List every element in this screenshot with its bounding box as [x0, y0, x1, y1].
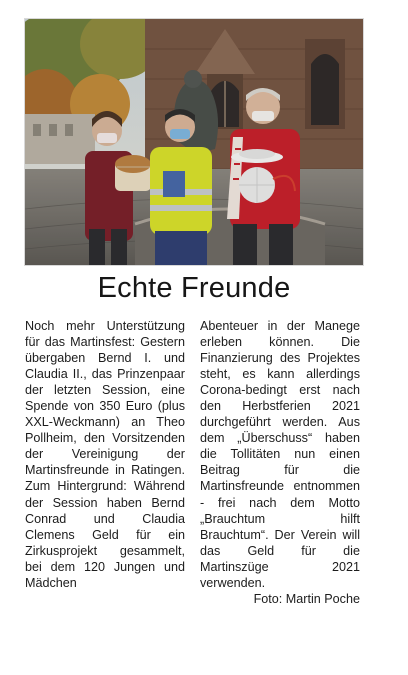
article-body-column-1: Noch mehr Unterstützung für das Martinsfest: Gestern übergaben Bernd I. und Claudia II., das Prinzenpaar der letzten Session, eine Spende von 350 Euro (plus XXL-Weckmann) an Theo Pollheim, den Vorsitzenden der Vereinigung der Martinsfreunde in Ratingen. Zum Hintergrund: Während der Session haben Bernd Conrad und Claudia Clemens Geld für ein Zirkusprojekt gesammelt, bei dem 120 Jungen und Mädchen — [25, 319, 185, 590]
photo-credit: Foto: Martin Poche — [253, 591, 360, 606]
article-headline: Echte Freunde — [97, 272, 291, 304]
article-photo — [25, 19, 363, 265]
article-body-column-2-text: Abenteuer in der Manege erleben können. Die Finanzierung des Projektes steht, es kann allerdings Corona-bedingt erst nach den Herbstferien 2021 durchgeführt werden. Aus dem „Überschuss“ haben die Tollitäten nun einen Beitrag für die Martinsfreunde entnommen - frei nach dem Motto „Brauchtum hilft Brauchtum“. Der Verein will das Geld für die Martinszüge 2021 verwenden. — [200, 319, 360, 590]
article-body-column-2 — [200, 318, 360, 607]
